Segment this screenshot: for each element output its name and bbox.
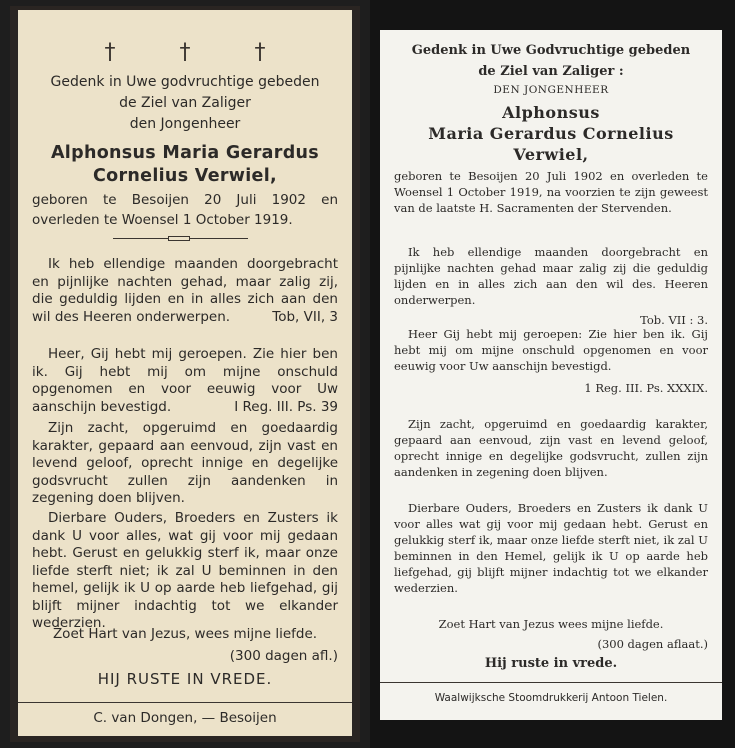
deceased-name: Maria Gerardus Cornelius <box>428 124 674 143</box>
indulgence-note: (300 dagen afl.) <box>229 648 338 664</box>
deceased-name: Verwiel, <box>513 145 589 164</box>
intro-line: Gedenk in Uwe godvruchtige gebeden <box>50 74 320 90</box>
intro-line: de Ziel van Zaliger : <box>478 64 624 79</box>
intro-line: den Jongenheer <box>129 116 241 132</box>
birth-death-text: geboren te Besoijen 20 Juli 1902 en overleden te Woensel 1 October 1919, na voorzien te zijn geweest van de laatste H. Sacramenten der Stervenden. <box>394 169 708 215</box>
left-memorial-card <box>10 6 360 742</box>
prayer-line: Zoet Hart van Jezus, wees mijne liefde. <box>52 626 318 642</box>
deceased-name: Alphonsus <box>502 103 600 122</box>
ornament-divider <box>113 238 248 239</box>
cross-icon: † <box>254 40 266 65</box>
scripture-reference: Tob. VII : 3. <box>640 313 708 327</box>
character-paragraph: Zijn zacht, opgeruimd en goedaardig karakter, gepaard aan eenvoud, zijn vast en levend geloof, oprecht innige en degelijke godsvrucht zullen zijn aandenken in zegening doen blijven. <box>32 420 338 506</box>
scripture-paragraph: Heer Gij hebt mij geroepen: Zie hier ben ik. Gij hebt mij om mijne onschuld opgenomen en voor eeuwig voor Uw aanschijn bevestigd. <box>394 327 708 373</box>
scripture-paragraph: Ik heb ellendige maanden doorgebracht en pijnlijke nachten gehad, maar zalig zij, die geduldig lijden en in alles zich aan den wil des Heeren onderwerpen. <box>32 256 338 325</box>
scripture-paragraph: Ik heb ellendige maanden doorgebracht en pijnlijke nachten gehad maar zalig zij die geduldig lijden en in alles zich aan den wil des. Heeren onderwerpen. <box>394 245 708 307</box>
intro-line: de Ziel van Zaliger <box>119 95 251 111</box>
rest-in-peace: HIJ RUSTE IN VREDE. <box>97 670 273 688</box>
indulgence-note: (300 dagen aflaat.) <box>597 637 708 651</box>
deceased-name: Cornelius Verwiel, <box>93 166 277 186</box>
birth-death-text: geboren te Besoijen 20 Juli 1902 en overleden te Woensel 1 October 1919. <box>32 192 338 228</box>
rest-in-peace: Hij ruste in vrede. <box>484 656 618 671</box>
printer-line: Waalwijksche Stoomdrukkerij Antoon Tielen. <box>434 692 668 704</box>
left-card-paper <box>18 10 352 736</box>
scripture-reference: I Reg. III. Ps. 39 <box>234 398 338 415</box>
footer-rule <box>380 682 722 683</box>
printer-line: C. van Dongen, — Besoijen <box>93 710 277 726</box>
prayer-line: Zoet Hart van Jezus wees mijne liefde. <box>438 617 664 631</box>
deceased-name: Alphonsus Maria Gerardus <box>50 143 320 163</box>
scripture-reference: Tob, VII, 3 <box>272 308 338 325</box>
farewell-paragraph: Dierbare Ouders, Broeders en Zusters ik dank U voor alles wat gij voor mij gedaan hebt. Gerust en gelukkig sterf ik, maar onze liefde sterft niet, ik zal U beminnen in den Hemel, gelijk ik U op aarde heb liefgehad, gij blijft mijner indachtig tot we elkander wederzien. <box>394 501 708 595</box>
farewell-paragraph: Dierbare Ouders, Broeders en Zusters ik dank U voor alles, wat gij voor mij gedaan hebt. Gerust en gelukkig sterf ik, maar onze liefde sterft niet; ik zal U beminnen in den hemel, gelijk ik U op aarde heb liefgehad, gij blijft mijner indachtig tot we elkander wederzien. <box>32 510 338 631</box>
character-paragraph: Zijn zacht, opgeruimd en goedaardig karakter, gepaard aan eenvoud, zijn vast en levend geloof, oprecht innige en degelijke godsvrucht, zullen zijn aandenken in zegening doen blijven. <box>394 417 708 479</box>
scripture-paragraph: Heer, Gij hebt mij geroepen. Zie hier ben ik. Gij hebt mij om mijne onschuld opgenomen en voor eeuwig voor Uw aanschijn bevestigd. <box>32 346 338 415</box>
cross-icon: † <box>104 40 116 65</box>
cross-icon: † <box>179 40 191 65</box>
footer-rule <box>18 702 352 703</box>
intro-line: Gedenk in Uwe Godvruchtige gebeden <box>411 43 691 58</box>
intro-line: DEN JONGENHEER <box>493 84 609 96</box>
right-card-paper <box>380 30 722 720</box>
crosses-row <box>18 40 352 65</box>
right-memorial-card <box>370 0 735 748</box>
scripture-reference: 1 Reg. III. Ps. XXXIX. <box>584 381 708 395</box>
